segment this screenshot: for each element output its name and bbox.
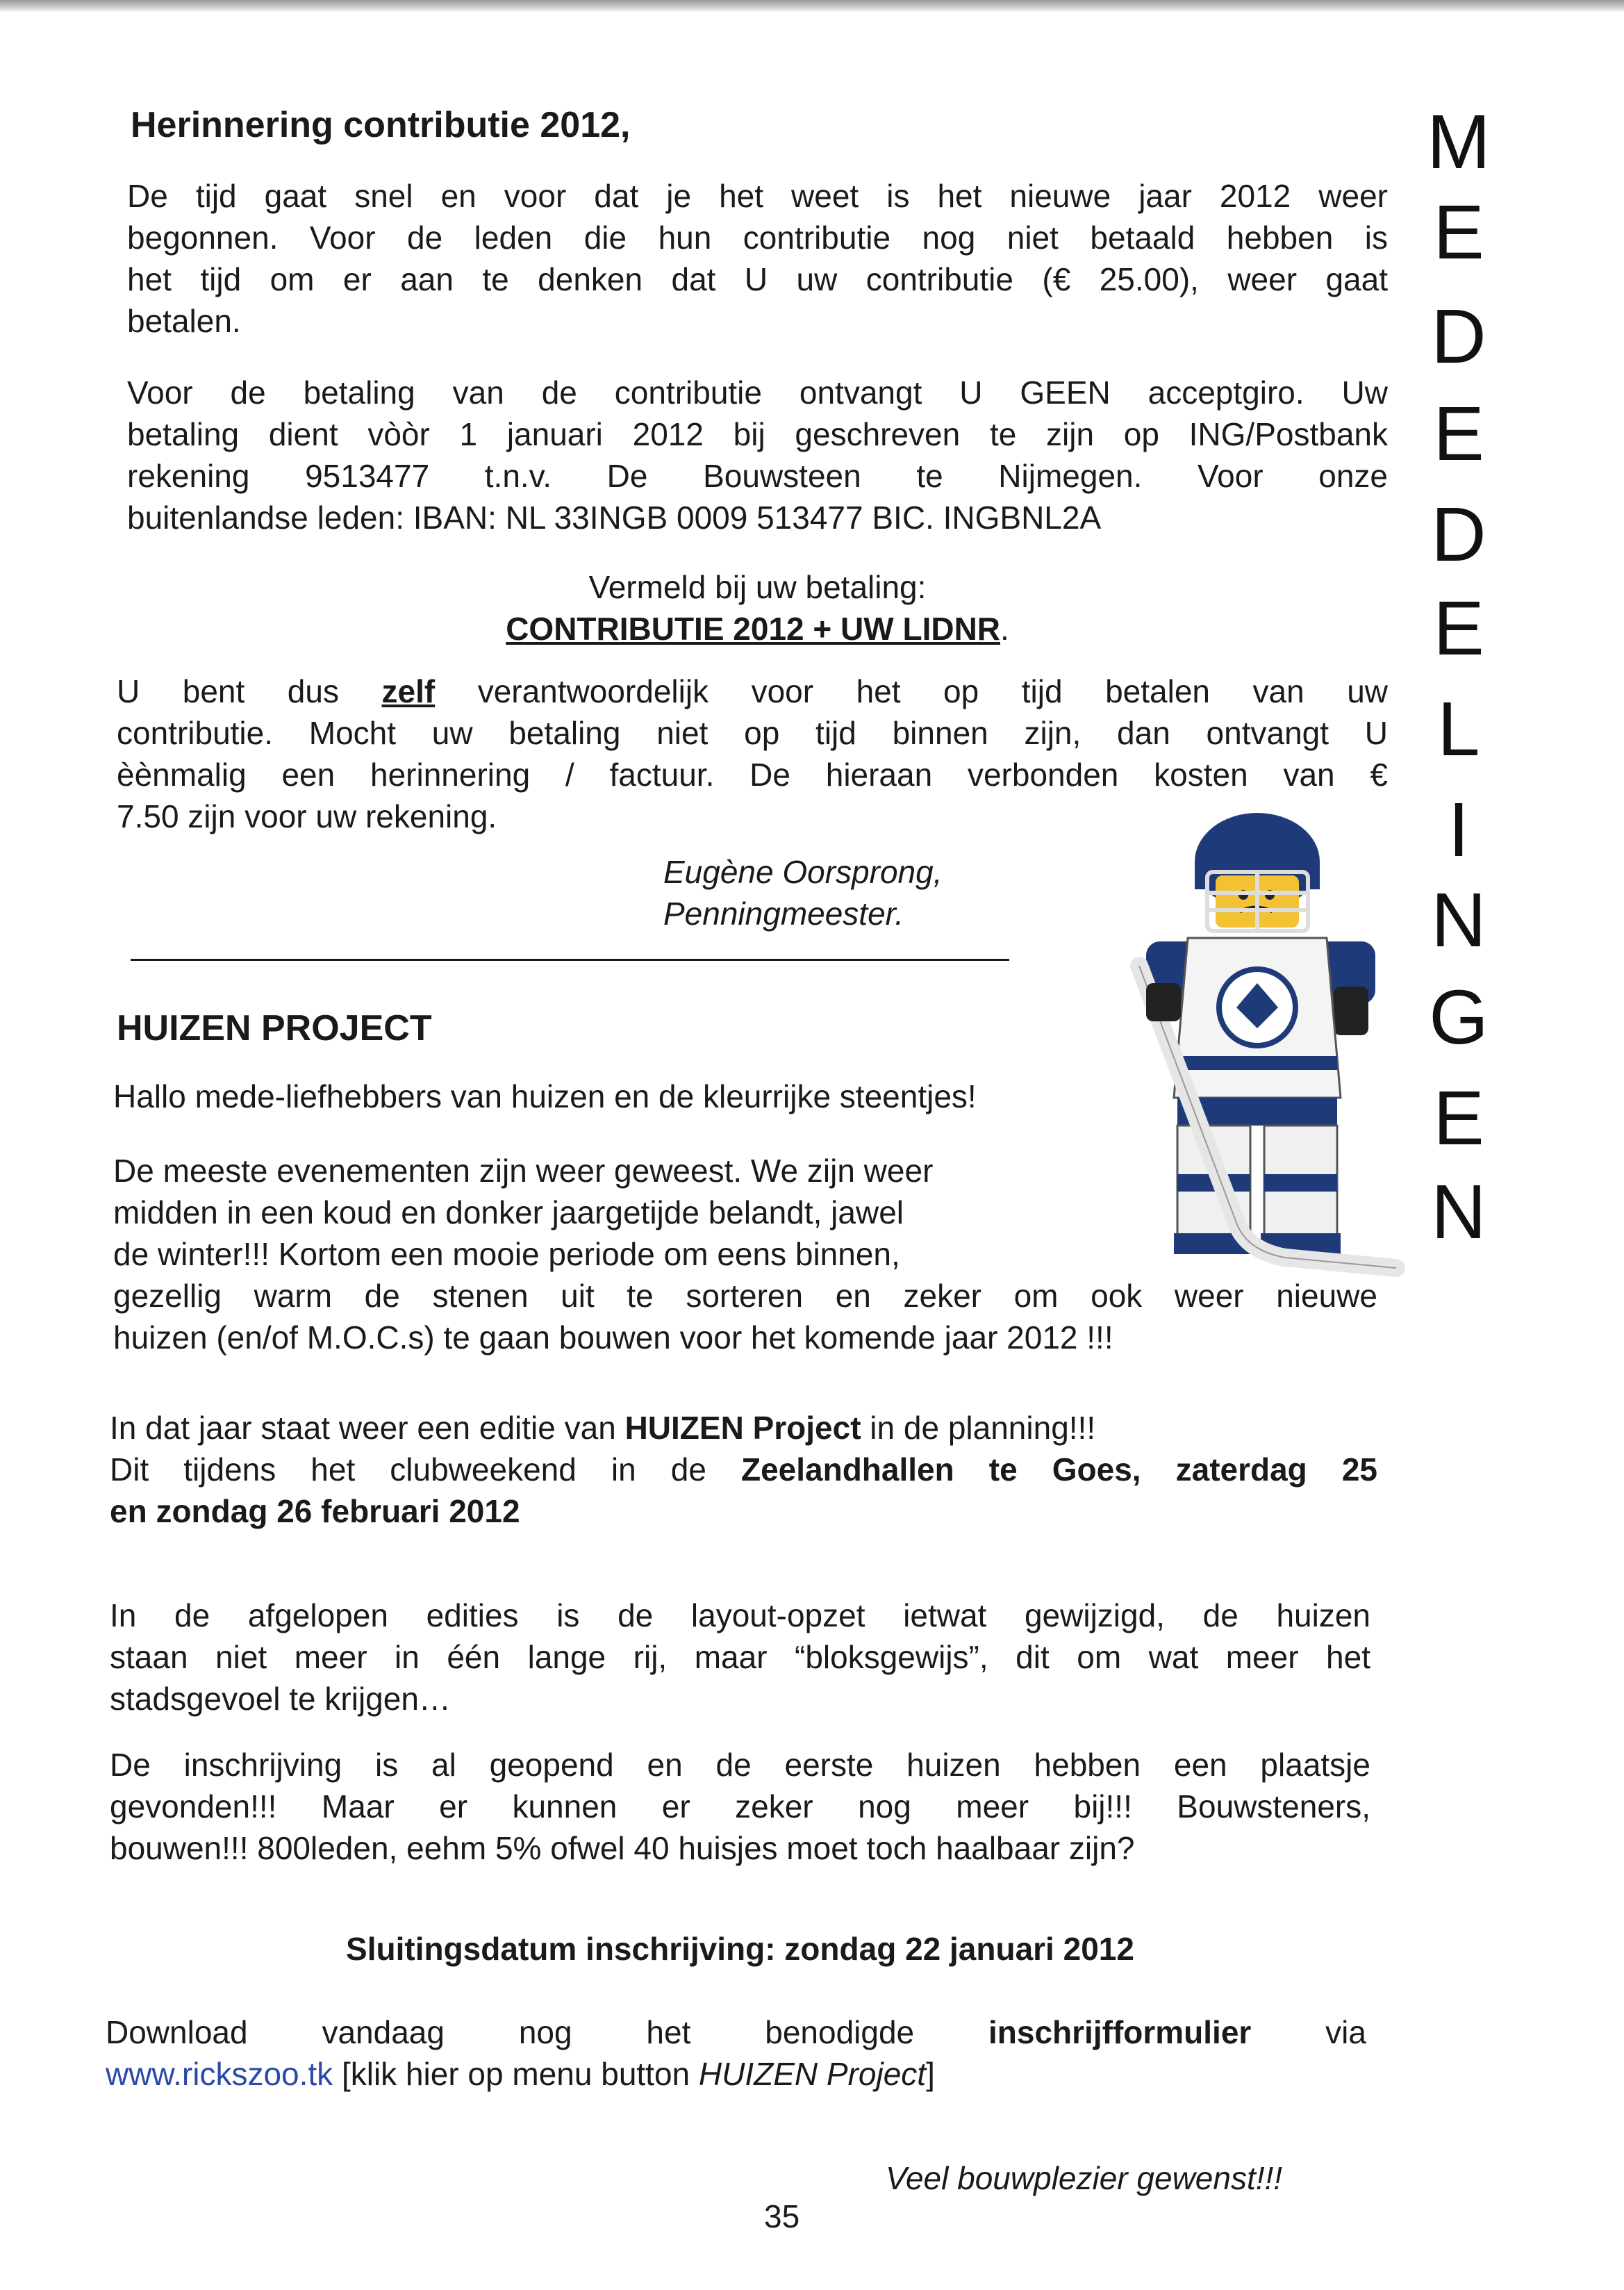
section-divider (131, 959, 1009, 961)
text-span: ] (926, 2056, 935, 2092)
text-line: betalen. (127, 303, 241, 339)
hockey-minifigure-icon (1118, 806, 1424, 1278)
text-line: huizen (en/of M.O.C.s) te gaan bouwen voor het komende jaar 2012 !!! (113, 1319, 1113, 1356)
text-line (110, 1407, 1377, 1449)
text-line: midden in een koud en donker jaargetijde belandt, jawel (113, 1194, 904, 1230)
sidebar-letter: M (1427, 99, 1491, 185)
text-line: In de afgelopen edities is de layout-opzet ietwat gewijzigd, de huizen (110, 1597, 1370, 1633)
text-span: verantwoordelijk voor het op tijd betalen van uw (435, 673, 1388, 709)
text-span: [klik hier op menu button (333, 2056, 699, 2092)
sidebar-letter: E (1433, 586, 1484, 671)
text-span: In dat jaar staat weer een editie van (110, 1410, 625, 1446)
section1-heading: Herinnering contributie 2012, (131, 105, 631, 145)
website-link[interactable]: www.rickszoo.tk (106, 2056, 333, 2092)
mention-text: CONTRIBUTIE 2012 + UW LIDNR (506, 611, 1001, 647)
signature-role: Penningmeester. (663, 896, 904, 932)
text-line: het tijd om er aan te denken dat U uw contributie (€ 25.00), weer gaat (127, 261, 1388, 297)
text-span: via (1251, 2014, 1366, 2050)
text-line: gevonden!!! Maar er kunnen er zeker nog meer bij!!! Bouwsteners, (110, 1788, 1370, 1824)
venue-date: Zeelandhallen te Goes, zaterdag 25 (740, 1451, 1377, 1488)
emphasis-zelf: zelf (381, 673, 436, 709)
sidebar-letter: G (1429, 975, 1489, 1060)
sidebar-letter: D (1431, 492, 1486, 577)
text-span: Download vandaag nog het benodigde (106, 2014, 989, 2050)
page-number: 35 (764, 2198, 800, 2234)
sidebar-letter: E (1433, 1076, 1484, 1161)
mention-period: . (1000, 611, 1009, 647)
text-span: in de planning!!! (861, 1410, 1096, 1446)
text-line: 7.50 zijn voor uw rekening. (117, 798, 497, 834)
contribution-paragraph (127, 175, 1388, 342)
text-span: U bent dus (117, 673, 382, 709)
text-line (106, 2053, 1366, 2095)
sidebar-letter: I (1448, 787, 1470, 873)
text-line: begonnen. Voor de leden die hun contributie nog niet betaald hebben is (127, 220, 1388, 256)
signature (663, 851, 943, 934)
text-line: contributie. Mocht uw betaling niet op tijd binnen zijn, dan ontvangt U (117, 715, 1388, 751)
text-line (106, 2011, 1366, 2053)
text-line: De inschrijving is al geopend en de eerste huizen hebben een plaatsje (110, 1747, 1370, 1783)
closing: Veel bouwplezier gewenst!!! (886, 2160, 1283, 2196)
text-line: De tijd gaat snel en voor dat je het weet is het nieuwe jaar 2012 weer (127, 178, 1388, 214)
mention-line (127, 608, 1388, 650)
greeting: Hallo mede-liefhebbers van huizen en de kleurrijke steentjes! (113, 1078, 977, 1114)
project-name: HUIZEN Project (624, 1410, 861, 1446)
text-line: rekening 9513477 t.n.v. De Bouwsteen te Nijmegen. Voor onze (127, 458, 1388, 494)
scan-edge (0, 0, 1624, 13)
text-line: de winter!!! Kortom een mooie periode om eens binnen, (113, 1236, 900, 1272)
form-name: inschrijfformulier (988, 2014, 1252, 2050)
text-line: betaling dient vòòr 1 januari 2012 bij geschreven te zijn op ING/Postbank (127, 416, 1388, 452)
text-span: Dit tijdens het clubweekend in de (110, 1451, 741, 1488)
text-line (110, 1449, 1377, 1490)
signature-name: Eugène Oorsprong, (663, 854, 943, 890)
sidebar-letter: E (1433, 190, 1484, 275)
registration-paragraph (110, 1744, 1370, 1869)
sidebar-letter: D (1431, 294, 1486, 379)
text-line: gezellig warm de stenen uit te sorteren en zeker om ook weer nieuwe (113, 1278, 1377, 1314)
text-line: stadsgevoel te krijgen… (110, 1681, 451, 1717)
payment-paragraph (127, 372, 1388, 538)
text-line: bouwen!!! 800leden, eehm 5% ofwel 40 huisjes moet toch haalbaar zijn? (110, 1830, 1135, 1866)
deadline: Sluitingsdatum inschrijving: zondag 22 januari 2012 (346, 1931, 1134, 1967)
section2-heading: HUIZEN PROJECT (117, 1008, 432, 1048)
project-menu-name: HUIZEN Project (698, 2056, 927, 2092)
sidebar-letter: E (1433, 391, 1484, 477)
mention-block (127, 566, 1388, 650)
text-line: staan niet meer in één lange rij, maar “bloksgewijs”, dit om wat meer het (110, 1639, 1370, 1675)
sidebar-letter: N (1431, 878, 1486, 963)
text-line: buitenlandse leden: IBAN: NL 33INGB 0009 513477 BIC. INGBNL2A (127, 500, 1102, 536)
mention-intro: Vermeld bij uw betaling: (588, 569, 927, 605)
text-line: èènmalig een herinnering / factuur. De hieraan verbonden kosten van € (117, 757, 1388, 793)
planning-paragraph (110, 1407, 1377, 1532)
text-line: en zondag 26 februari 2012 (110, 1493, 520, 1529)
layout-paragraph (110, 1595, 1370, 1720)
text-line (117, 670, 1388, 712)
text-line: Voor de betaling van de contributie ontvangt U GEEN acceptgiro. Uw (127, 374, 1388, 411)
text-line: De meeste evenementen zijn weer geweest. We zijn weer (113, 1153, 934, 1189)
sidebar-letter: L (1437, 686, 1480, 772)
sidebar-letter: N (1431, 1169, 1486, 1255)
download-paragraph (106, 2011, 1366, 2095)
